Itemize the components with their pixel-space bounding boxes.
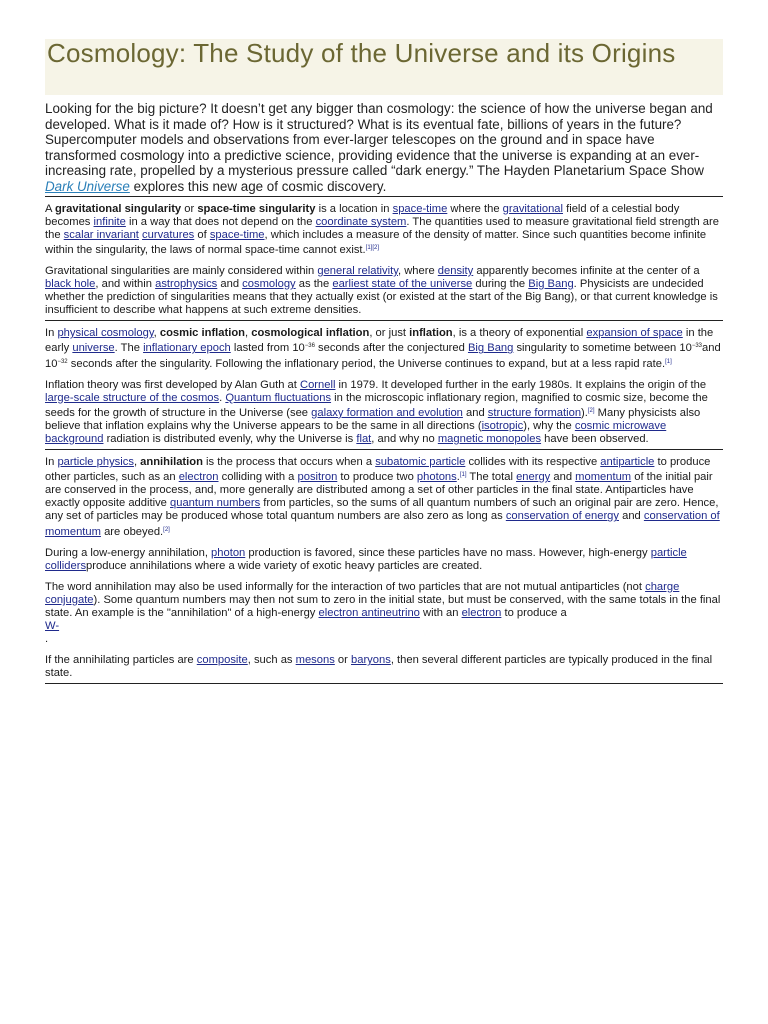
text: . [456,471,460,484]
dark-universe-link[interactable]: Dark Universe [45,178,130,194]
term-inflation: inflation [409,327,453,340]
term-cosmological-inflation: cosmological inflation [251,327,370,340]
link-baryons[interactable]: baryons [351,654,391,667]
link-quantum-numbers[interactable]: quantum numbers [170,497,261,510]
text: with an [419,607,462,619]
citation-ref[interactable]: [1] [665,358,672,365]
link-subatomic-particle[interactable]: subatomic particle [375,456,466,469]
link-inflationary-epoch[interactable]: inflationary epoch [143,342,231,355]
text: of [194,228,210,241]
link-earliest-state-of-the-universe[interactable]: earliest state of the universe [332,278,473,291]
text: In [45,456,58,469]
text: of the initial pair are conserved in the process, and, more generally are distributed among a set of other particles in the final state. Antiparticles have exactly opposite additive [45,471,713,510]
link-space-time[interactable]: space-time [209,228,265,241]
text: lasted from 10 [230,342,305,355]
link-cornell[interactable]: Cornell [299,378,336,391]
link-antiparticle[interactable]: antiparticle [600,456,655,469]
annihilation-paragraph-3 [45,581,723,646]
text: During a low-energy annihilation, [45,546,212,559]
text: and [619,510,644,523]
link-curvatures[interactable]: curvatures [142,228,195,241]
exponent: −32 [57,358,68,365]
link-black-hole[interactable]: black hole [45,278,96,291]
link-composite[interactable]: composite [196,654,248,667]
text: , which includes a measure of the density of matter. Since such quantities become infinite within the singularity, the laws of normal space-time cannot exist. [45,228,707,256]
link-scalar-invariant[interactable]: scalar invariant [63,228,139,241]
link-photons[interactable]: photons [416,471,457,484]
term-cosmic-inflation: cosmic inflation [159,327,246,340]
text: in a way that does not depend on the [125,215,316,228]
link-galaxy-formation[interactable]: galaxy formation and evolution [311,406,463,419]
link-large-scale-structure[interactable]: large-scale structure of the cosmos [45,391,220,404]
text: apparently becomes infinite at the center of a [473,264,700,277]
text: Gravitational singularities are mainly considered within [45,264,318,277]
intro-text: Looking for the big picture? It doesn’t get any bigger than cosmology: the science of how the universe began and developed. What is it made of? How is it structured? What is its eventual fate, billions of years in the future? Supercomputer models and observations from ever-larger telescopes on the ground and in space have transformed cosmology into a predictive science, providing evidence that the universe is expanding at an ever-increasing rate, propelled by a mysterious pressure called “dark energy.” The Hayden Planetarium Space Show [45,101,713,179]
section-divider [45,683,723,684]
text: singularity to sometime between 10 [513,342,692,355]
text: If the annihilating particles are [45,654,197,667]
text: to produce a [501,607,567,619]
link-magnetic-monopoles[interactable]: magnetic monopoles [437,432,542,445]
link-astrophysics[interactable]: astrophysics [155,278,218,291]
inflation-paragraph-1 [45,327,723,370]
text: The total [466,471,517,484]
text: . The quantities used to measure gravitational field strength are the [45,215,719,241]
text: , [245,327,252,340]
text: In [45,327,58,340]
link-general-relativity[interactable]: general relativity [317,264,398,277]
text: The word annihilation may also be used informally for the interaction of two particles that are not mutual antiparticles (not [45,580,646,593]
text: in the microscopic inflationary region, magnified to cosmic size, become the seeds for the growth of structure in the Universe (see [45,391,708,419]
text: Inflation theory was first developed by Alan Guth at [45,378,300,391]
link-big-bang[interactable]: Big Bang [528,278,574,291]
inflation-section [45,321,723,446]
link-cosmology[interactable]: cosmology [242,278,296,291]
link-space-time[interactable]: space-time [392,202,448,215]
text: colliding with a [218,471,298,484]
link-universe[interactable]: universe [72,342,115,355]
title-banner [45,39,723,95]
text: seconds after the conjectured [314,342,468,355]
annihilation-paragraph-1 [45,456,723,539]
text: in the early [45,327,714,355]
term-space-time-singularity: space-time singularity [197,202,316,215]
link-density[interactable]: density [437,264,474,277]
link-infinite[interactable]: infinite [93,215,126,228]
link-physical-cosmology[interactable]: physical cosmology [57,327,154,340]
text: in 1979. It developed further in the early 1980s. It explains the origin of the [335,378,707,391]
link-particle-colliders[interactable]: particle colliders [45,546,687,572]
term-gravitational-singularity: gravitational singularity [54,202,182,215]
text: , is a theory of exponential [452,327,587,340]
text: ). [581,406,588,419]
singularity-paragraph-1 [45,203,723,257]
link-photon[interactable]: photon [211,546,246,559]
text: to produce other particles, such as an [45,456,711,484]
link-energy[interactable]: energy [516,471,551,484]
link-big-bang[interactable]: Big Bang [467,342,514,355]
link-coordinate-system[interactable]: coordinate system [315,215,407,228]
text: as the [295,278,333,291]
citation-ref[interactable]: [1][2] [365,244,379,251]
text: ), why the [523,419,575,432]
text: , such as [247,654,296,667]
exponent: −36 [304,343,315,350]
document-page [45,39,723,684]
text: Many physicists also believe that inflation explains why the Universe appears to be the same in all directions ( [45,406,701,432]
text: is a location in [315,202,393,215]
link-gravitational[interactable]: gravitational [502,202,563,215]
link-mesons[interactable]: mesons [295,654,335,667]
text: are obeyed. [100,525,164,538]
text: during the [472,278,529,291]
citation-ref[interactable]: [1] [459,472,467,479]
link-isotropic[interactable]: isotropic [481,419,524,432]
link-expansion-of-space[interactable]: expansion of space [586,327,683,340]
link-positron[interactable]: positron [297,471,338,484]
text: , and within [95,278,156,291]
link-momentum[interactable]: momentum [575,471,632,484]
text: ). Some quantum numbers may then not sum to zero in the initial state, but must be conserved, with the same totals in the final state. An example is the "annihilation" of a high-energy [45,593,721,619]
text: , [153,327,160,340]
annihilation-paragraph-4 [45,654,723,680]
text: collides with its respective [465,456,601,469]
annihilation-paragraph-2 [45,547,723,573]
text: and [217,278,243,291]
intro-tail: explores this new age of cosmic discovery. [129,178,387,194]
link-cosmic-microwave-background[interactable]: cosmic microwave background [45,419,667,445]
citation-ref[interactable]: [2] [587,407,595,414]
text: , then several different particles are typically produced in the final state. [45,654,713,680]
text: , or just [369,327,410,340]
text: to produce two [337,471,417,484]
singularity-paragraph-2 [45,265,723,317]
link-electron[interactable]: electron [461,607,502,619]
text: A [45,202,55,215]
text: , [133,456,141,469]
text: . [219,391,226,404]
link-electron-antineutrino[interactable]: electron antineutrino [318,607,420,619]
text: field of a celestial body becomes [45,202,680,228]
link-quantum-fluctuations[interactable]: Quantum fluctuations [225,391,332,404]
link-electron[interactable]: electron [178,471,219,484]
singularity-section [45,197,723,318]
link-conservation-of-momentum[interactable]: conservation of momentum [45,510,720,538]
text: and [550,471,576,484]
text: seconds after the singularity. Following the inflationary period, the Universe continues to expand, but at a less rapid rate. [67,357,666,370]
text: or [334,654,351,667]
inflation-paragraph-2 [45,379,723,446]
text: is the process that occurs when a [202,456,376,469]
text: and [462,406,488,419]
text: . Physicists are undecided whether the prediction of singularities means that they actually exist (or existed at the start of the Big Bang), or that current knowledge is insufficient to describe what happens at such extreme densities. [45,278,718,317]
link-flat[interactable]: flat [356,432,372,445]
citation-ref[interactable]: [2] [163,526,170,533]
text: have been observed. [541,432,649,445]
link-charge-conjugate[interactable]: charge conjugate [45,580,680,606]
link-conservation-of-energy[interactable]: conservation of energy [505,510,619,523]
term-annihilation: annihilation [140,456,203,469]
link-structure-formation[interactable]: structure formation [487,406,582,419]
text: and 10 [45,342,721,370]
link-w-boson[interactable]: W- [45,620,60,633]
link-particle-physics[interactable]: particle physics [57,456,134,469]
intro-paragraph [45,101,723,195]
text: where the [447,202,503,215]
text: radiation is distributed evenly, why the Universe is [103,432,357,445]
page-title: Cosmology: The Study of the Universe and its Origins [47,38,676,68]
text: . The [114,342,144,355]
text: from particles, so the sums of all quantum numbers of such an original pair are zero. Hence, any set of particles may be produced whose total quantum numbers are also zero as long as [45,497,719,523]
text: or [181,202,198,215]
text: production is favored, since these particles have no mass. However, high-energy [245,546,651,559]
exponent: −33 [691,343,703,350]
text: produce annihilations where a wide variety of exotic heavy particles are created. [86,559,483,572]
text: , and why no [371,432,438,445]
text: . [45,633,49,646]
annihilation-section [45,450,723,680]
text: , where [398,264,438,277]
